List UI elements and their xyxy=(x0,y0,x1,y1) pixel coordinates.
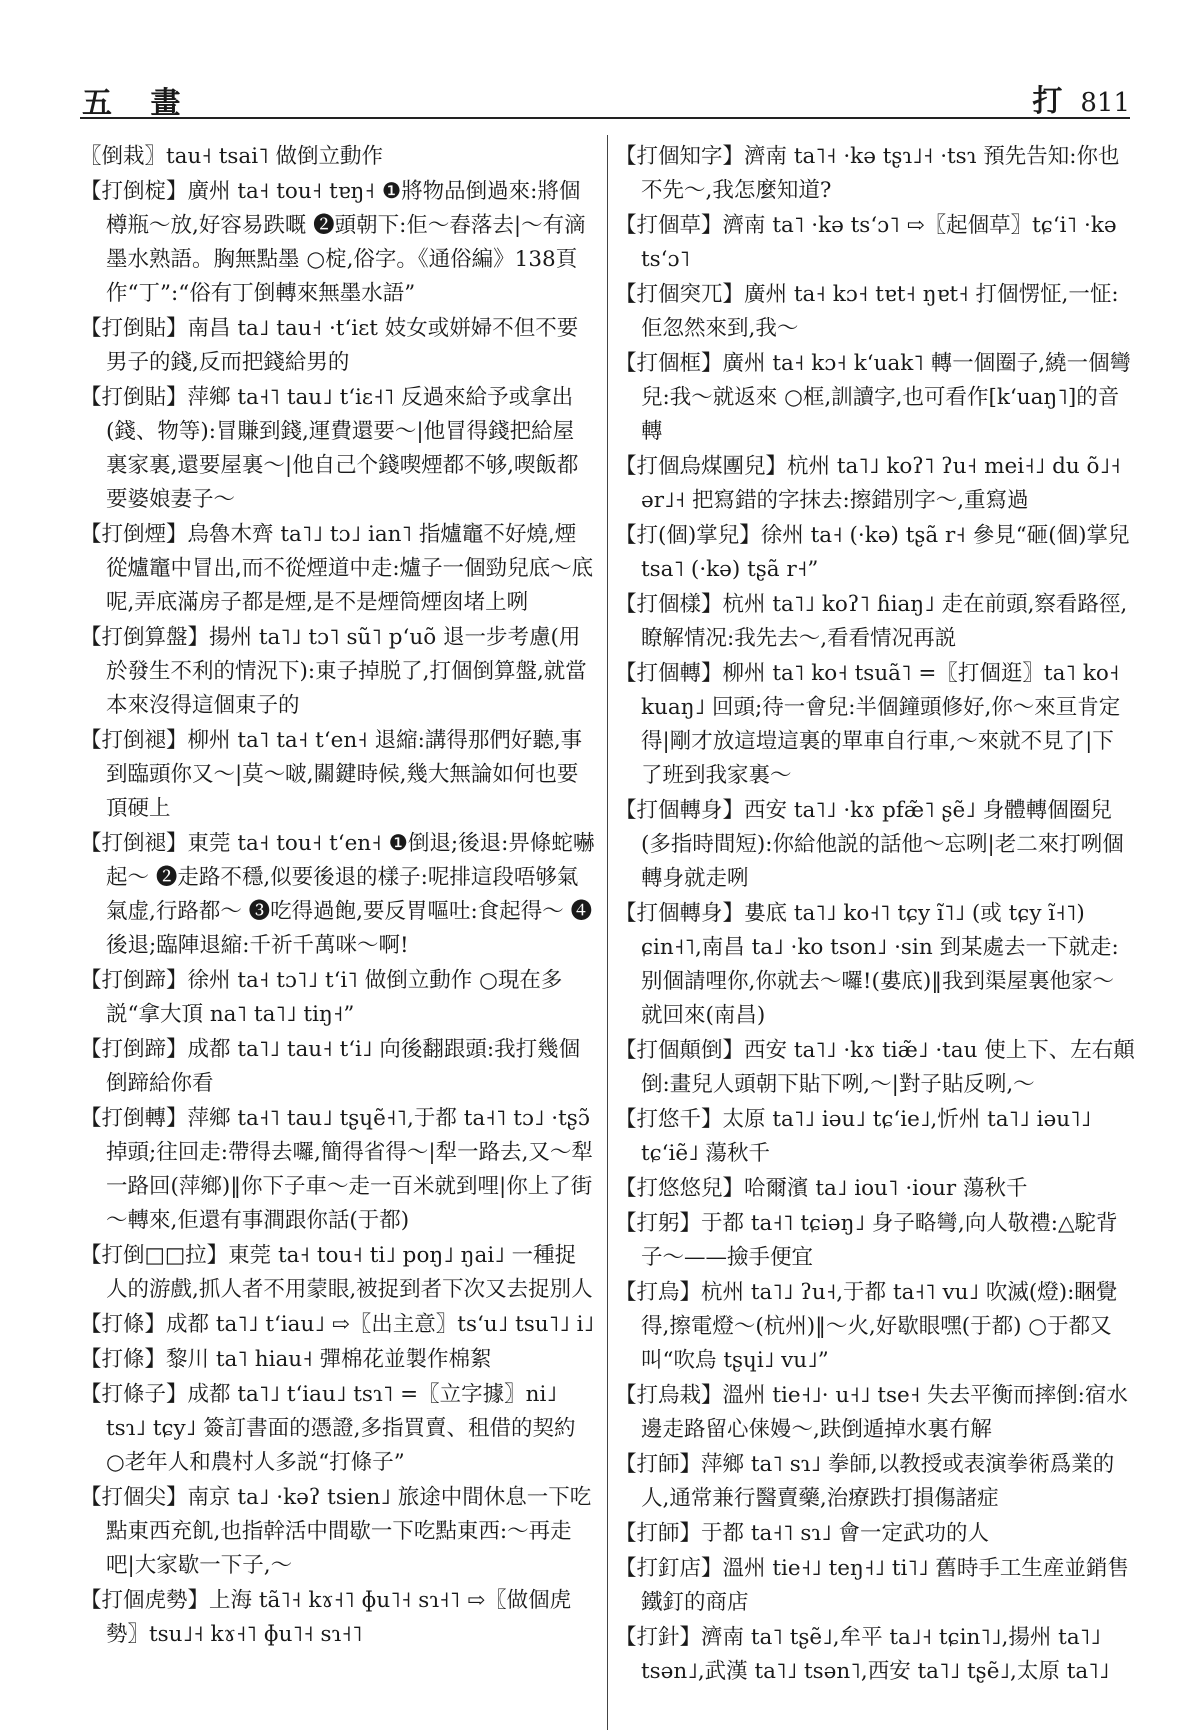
dictionary-entry: 【打倒蹄】徐州 ta˧ tɔ˥˩ tʻi˥ 做倒立動作 ○現在多説“拿大頂 na˥ ta˥˩ tiŋ˧” xyxy=(80,968,563,1027)
dictionary-entry: 【打釘店】溫州 tie˧˩ teŋ˧˩ ti˥˩ 舊時手工生産並銷售鐵釘的商店 xyxy=(615,1556,1129,1615)
dictionary-entry: 【打個轉身】西安 ta˥˩ ·kɤ pfæ̃˥ ʂẽ˩ 身體轉個圈兒(多指時間短):你給他説的話他～忘咧|老二來打咧個轉身就走咧 xyxy=(615,798,1124,891)
dictionary-entry: 【打倒蹄】成都 ta˥˩ tau˧ tʻi˩ 向後翻跟頭:我打幾個倒蹄給你看 xyxy=(80,1037,581,1096)
dictionary-entry: 【打師】萍鄉 ta˥ sɿ˩ 拳師,以教授或表演拳術爲業的人,通常兼行醫賣藥,治療跌打損傷諸症 xyxy=(615,1452,1115,1511)
dictionary-entry: 【打倒算盤】揚州 ta˥˩ tɔ˥ sũ˥ pʻuõ 退一步考慮(用於發生不利的情況下):東子掉脱了,打個倒算盤,就當本來沒得這個東子的 xyxy=(80,625,587,718)
header-rule xyxy=(80,117,1130,119)
dictionary-entry: 【打師】于都 ta˧˥ sɿ˩ 會一定武功的人 xyxy=(615,1521,990,1546)
dictionary-entry: 【打條】成都 ta˥˩ tʻiau˩ ⇨〖出主意〗tsʻu˩ tsu˥˩ i˩ xyxy=(80,1312,595,1337)
dictionary-entry: 【打條子】成都 ta˥˩ tʻiau˩ tsɿ˥ =〖立字據〗ni˩ tsɿ˩ tɕy˩ 簽訂書面的憑證,多指買賣、租借的契約 ○老年人和農村人多説“打條子” xyxy=(80,1382,576,1475)
dictionary-entry: 【打悠悠兒】哈爾濱 ta˩ iou˥ ·iour 蕩秋千 xyxy=(615,1176,1028,1201)
dictionary-entry: 【打個烏煤團兒】杭州 ta˥˩ koʔ˥ ʔu˧ mei˧˩ du õ˩˧ ər˩˧ 把寫錯的字抹去:擦錯別字～,重寫過 xyxy=(615,454,1121,513)
dictionary-entry: 【打倒貼】萍鄉 ta˧˥ tau˩ tʻiɛ˧˥ 反過來給予或拿出(錢、物等):冒賺到錢,運費還要～|他冒得錢把給屋裏家裏,還要屋裏～|他自己个錢喫煙都不够,喫飯都要婆娘妻子～ xyxy=(80,385,579,512)
page-number: 811 xyxy=(1080,88,1130,118)
dictionary-entry: 【打個突兀】廣州 ta˧ kɔ˧ tɐt˧ ŋɐt˧ 打個愣怔,一怔:佢忽然來到,我～ xyxy=(615,282,1119,341)
column-divider xyxy=(607,135,608,1730)
page-header xyxy=(1032,76,1130,120)
dictionary-entry: 【打(個)掌兒】徐州 ta˧ (·kə) tʂã r˧ 參見“砸(個)掌兒 tsa˥ (·kə) tʂã r˧” xyxy=(615,523,1130,582)
dictionary-entry: 【打個樣】杭州 ta˥˩ koʔ˥ ɦiaŋ˩ 走在前頭,察看路徑,瞭解情况:我先去～,看看情况再説 xyxy=(615,592,1128,651)
dictionary-entry: 【打條】黎川 ta˥ hiau˧ 彈棉花並製作棉絮 xyxy=(80,1347,492,1372)
left-column xyxy=(80,140,595,1653)
dictionary-entry: 【打烏】杭州 ta˥˩ ʔu˧,于都 ta˧˥ vu˩ 吹滅(燈):睏覺得,擦電燈～(杭州)‖～火,好歇眼嘿(于都) ○于都又叫“吹烏 tʂɥi˩ vu˩” xyxy=(615,1280,1118,1373)
dictionary-entry: 【打個轉】柳州 ta˥ ko˧ tsuã˥ =〖打個逛〗ta˥ ko˧ kuaŋ˩ 回頭;待一會兒:半個鐘頭修好,你～來亘肯定得|剛才放這塏這裏的單車自行車,～來就不見了|下了班到我家裏～ xyxy=(615,661,1121,788)
dictionary-entry: 【打躬】于都 ta˧˥ tɕiəŋ˩ 身子略彎,向人敬禮:△駝背子～——撿手便宜 xyxy=(615,1211,1118,1270)
dictionary-entry: 〖倒栽〗tau˧ tsai˥ 做倒立動作 xyxy=(80,144,384,169)
dictionary-entry: 【打倒褪】東莞 ta˧ tou˧ tʻen˧ ❶倒退;後退:畀條蛇嚇起～ ❷走路不穩,似要後退的樣子:呢排這段唔够氣氣虚,行路都～ ❸吃得過飽,要反胃嘔吐:食起得～ ❹後退;臨陣退縮:千祈千萬咪～啊! xyxy=(80,831,595,958)
dictionary-entry: 【打倒褪】柳州 ta˥ ta˧ tʻen˧ 退縮:講得那們好聽,事到臨頭你又～|莫～啵,關鍵時候,幾大無論如何也要頂硬上 xyxy=(80,728,583,821)
dictionary-entry: 【打倒轉】萍鄉 ta˧˥ tau˩ tʂɥẽ˧˥,于都 ta˧˥ tɔ˩ ·tʂɔ̃ 掉頭;往回走:帶得去囉,簡得省得～|犁一路去,又～犁一路回(萍鄉)‖你下子車～走一百米就到哩|你上了街～轉來,佢還有事澗跟你話(于都) xyxy=(80,1106,593,1233)
dictionary-entry: 【打針】濟南 ta˥ tʂẽ˩,牟平 ta˩˧ tɕin˥˩,揚州 ta˥˩ tsən˩,武漢 ta˥˩ tsən˥,西安 ta˥˩ tʂẽ˩,太原 ta˥˩ xyxy=(615,1625,1110,1684)
dictionary-entry: 【打倒椗】廣州 ta˧ tou˧ tɐŋ˧ ❶將物品倒過來:將個樽瓶～放,好容易跌嘅 ❷頭朝下:佢～舂落去|～有滴墨水熟語。胸無點墨 ○椗,俗字。《通俗編》138頁作“丁”:“俗有丁倒轉來無墨水語” xyxy=(80,179,586,306)
right-column xyxy=(615,140,1135,1690)
dictionary-entry: 【打個顛倒】西安 ta˥˩ ·kɤ tiæ̃˩ ·tau 使上下、左右顛倒:畫兒人頭朝下貼下咧,～|對子貼反咧,～ xyxy=(615,1038,1135,1097)
dictionary-entry: 【打烏栽】溫州 tie˧˩· u˧˩ tse˧ 失去平衡而摔倒:宿水邊走路留心俫嫚～,趺倒遁掉水裏冇解 xyxy=(615,1383,1128,1442)
dictionary-entry: 【打個轉身】婁底 ta˥˩ ko˧˥ tɕy ĩ˥˩ (或 tɕy ĩ˧˥) ɕin˧˥,南昌 ta˩ ·ko tson˩ ·sin 到某處去一下就走:别個請哩你,你就去～囉!(婁底)‖我到渠屋裏他家～就回來(南昌) xyxy=(615,901,1119,1028)
dictionary-entry: 【打個框】廣州 ta˧ kɔ˧ kʻuak˥ 轉一個圈子,繞一個彎兒:我～就返來 ○框,訓讀字,也可看作[kʻuaŋ˥]的音轉 xyxy=(615,351,1132,444)
dictionary-entry: 【打個草】濟南 ta˥ ·kə tsʻɔ˥ ⇨〖起個草〗tɕʻi˥ ·kə tsʻɔ˥ xyxy=(615,213,1117,272)
dictionary-entry: 【打倒□□拉】東莞 ta˧ tou˧ ti˩ poŋ˩ ŋai˩ 一種捉人的游戲,抓人者不用蒙眼,被捉到者下次又去捉別人 xyxy=(80,1243,593,1302)
dictionary-entry: 【打個尖】南京 ta˩ ·kəʔ tsien˩ 旅途中間休息一下吃點東西充飢,也指幹活中間歇一下吃點東西:～再走吧|大家歇一下子,～ xyxy=(80,1485,592,1578)
dictionary-entry: 【打個知字】濟南 ta˥˧ ·kə tʂɿ˩˧ ·tsɿ 預先告知:你也不先～,我怎麼知道? xyxy=(615,144,1120,203)
dictionary-entry: 【打倒煙】烏魯木齊 ta˥˩ tɔ˩ ian˥ 指爐竈不好燒,煙從爐竈中冒出,而不從煙道中走:爐子一個勁兒底～底呢,弄底滿房子都是煙,是不是煙筒煙囱堵上咧 xyxy=(80,522,594,615)
section-header: 五 畫 xyxy=(82,86,195,121)
dictionary-entry: 【打悠千】太原 ta˥˩ iəu˩ tɕʻie˩,忻州 ta˥˩ iəu˥˩ tɕʻiẽ˩ 蕩秋千 xyxy=(615,1107,1092,1166)
dictionary-entry: 【打個虎勢】上海 tã˥˧ kɤ˧˥ ɸu˥˧ sɿ˧˥ ⇨〖做個虎勢〗tsu˩˧ kɤ˧˥ ɸu˥˧ sɿ˧˥ xyxy=(80,1588,572,1647)
header-char: 打 xyxy=(1032,84,1063,119)
dictionary-entry: 【打倒貼】南昌 ta˩ tau˧ ·tʻiɛt 妓女或姘婦不但不要男子的錢,反而把錢給男的 xyxy=(80,316,579,375)
